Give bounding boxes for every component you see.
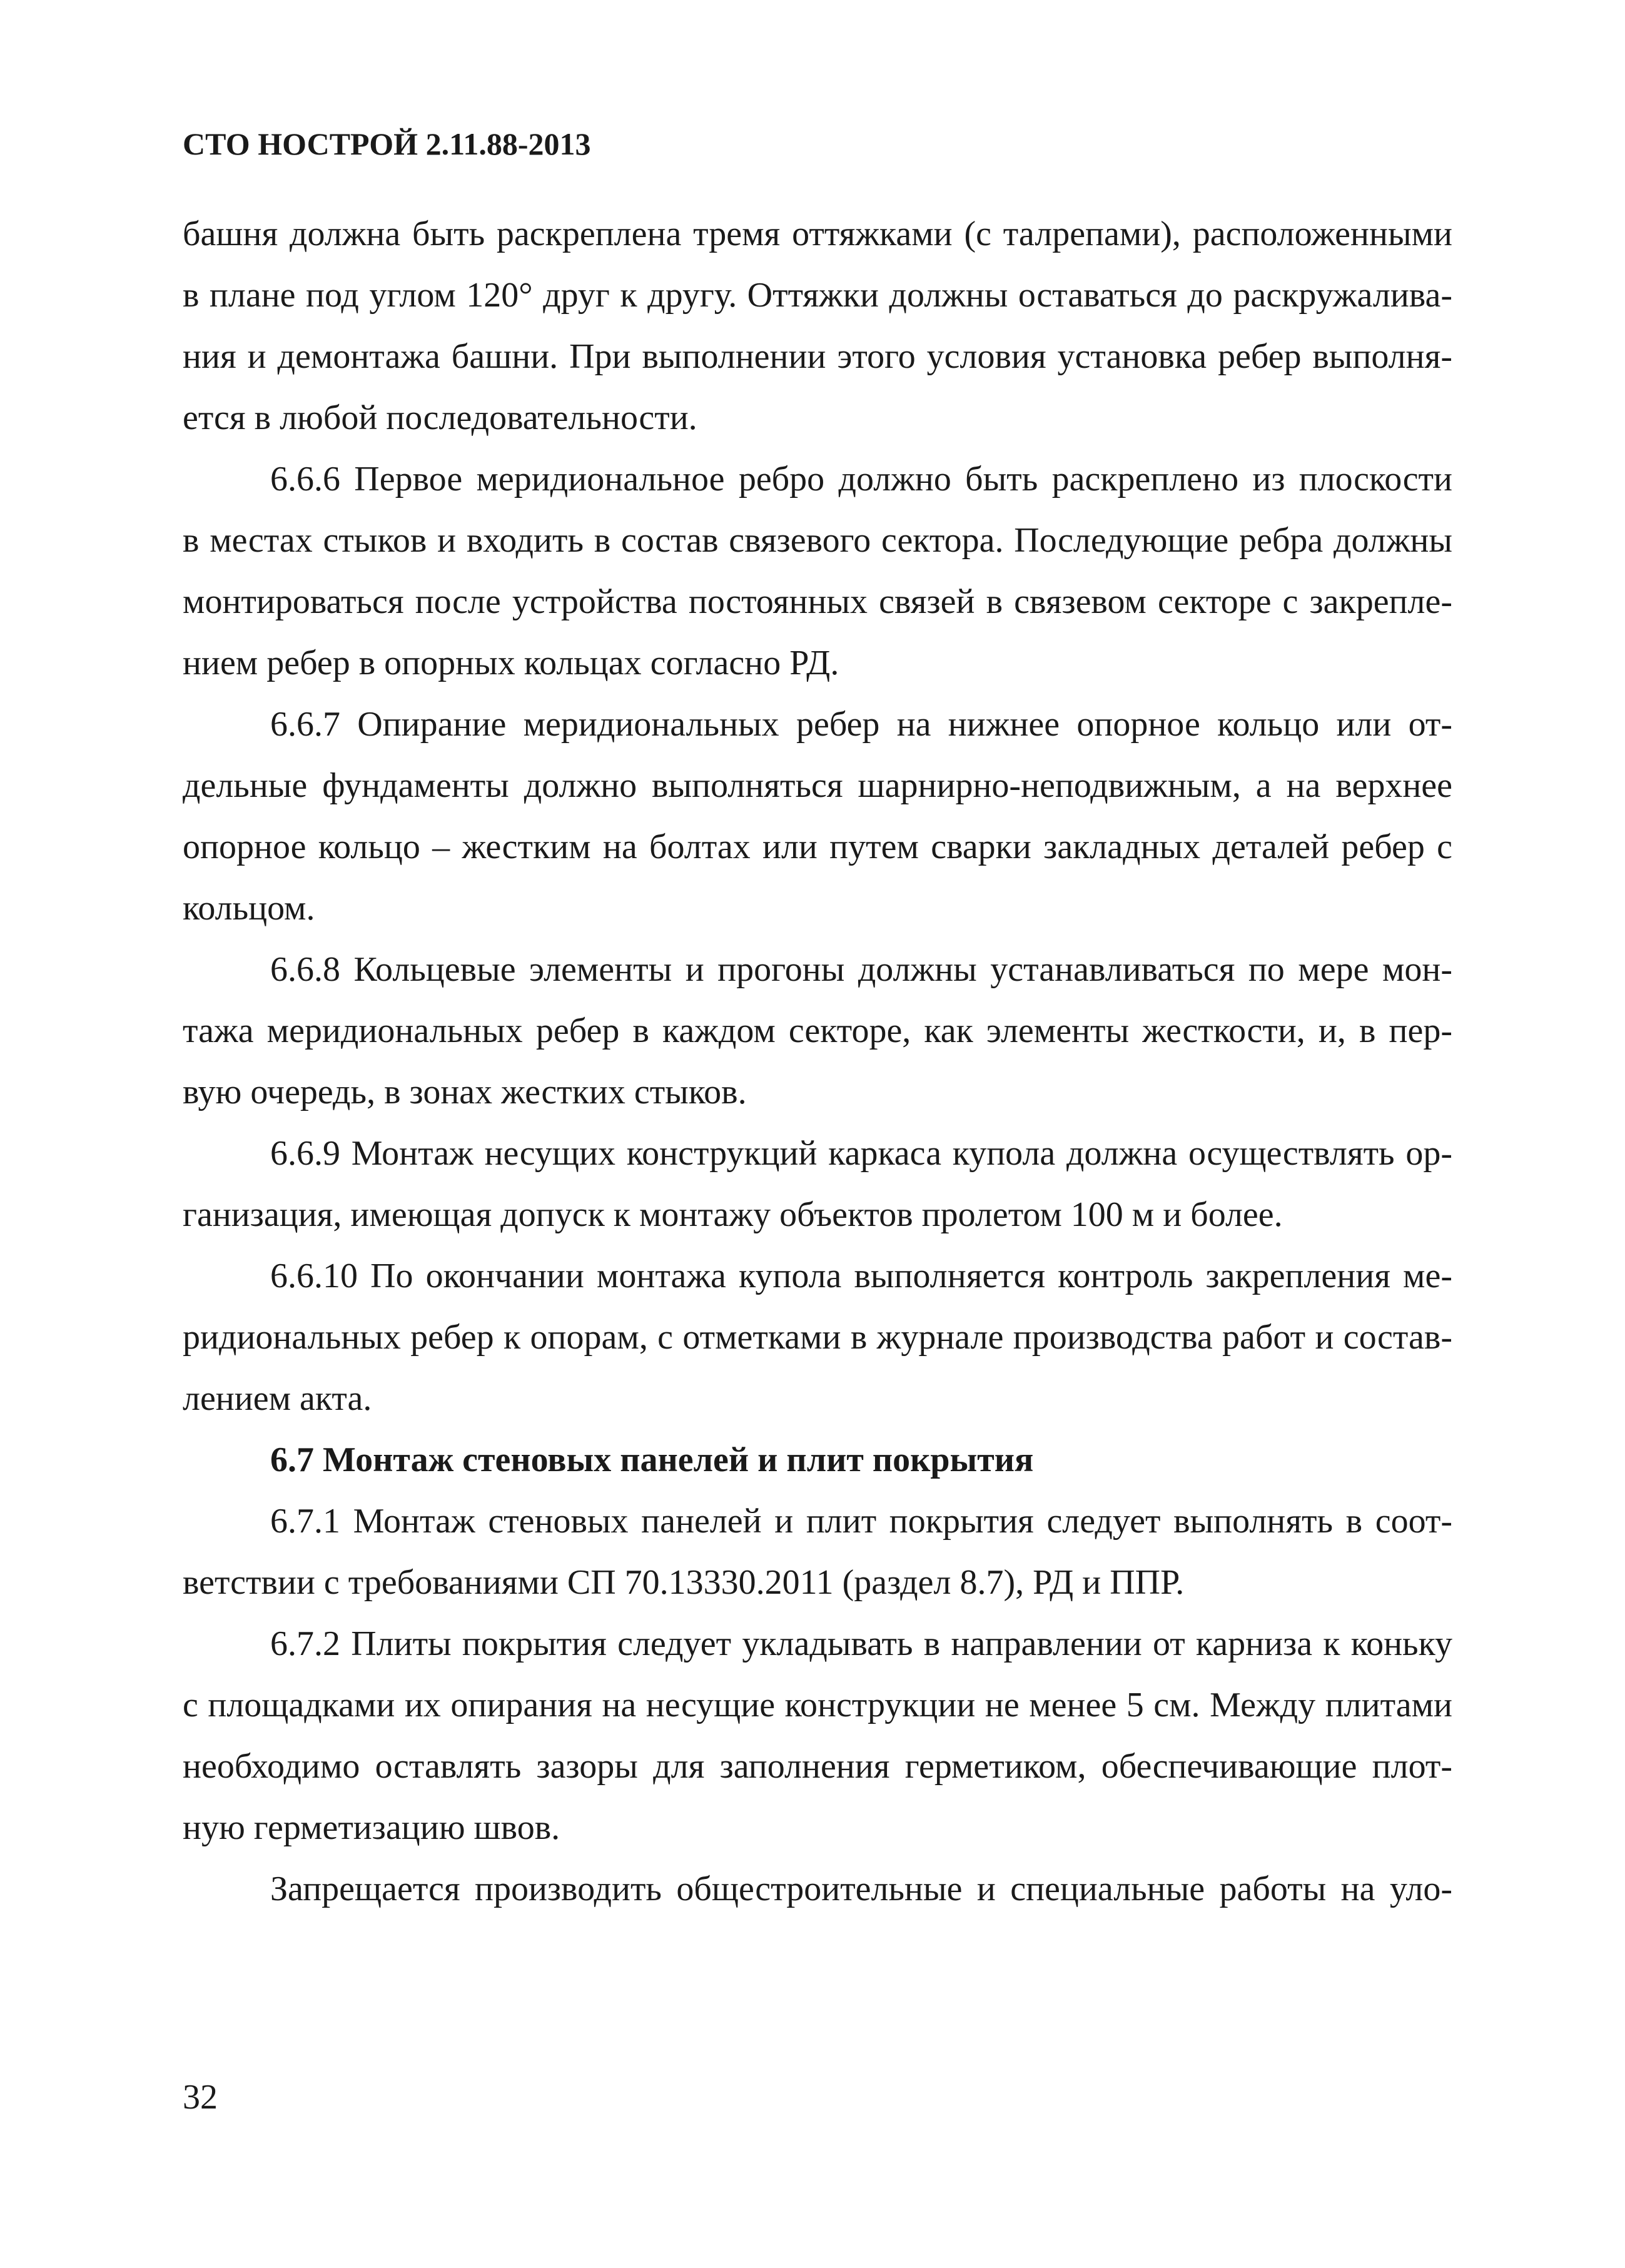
- paragraph-start-line: 6.6.6 Первое меридиональное ребро должно быть раскреплено из плоскости: [270, 460, 1452, 499]
- text-line: дельные фундаменты должно выполняться шарнирно-неподвижным, а на верхнее: [183, 766, 1452, 805]
- document-header: СТО НОСТРОЙ 2.11.88-2013: [183, 126, 591, 161]
- paragraph-start-line: Запрещается производить общестроительные и специальные работы на уло-: [270, 1870, 1452, 1908]
- text-line: необходимо оставлять зазоры для заполнения герметиком, обеспечивающие плот-: [183, 1747, 1452, 1786]
- text-line: ния и демонтажа башни. При выполнении этого условия установка ребер выполня-: [183, 337, 1452, 376]
- text-line: с площадками их опирания на несущие конструкции не менее 5 см. Между плитами: [183, 1686, 1452, 1724]
- section-heading: 6.7 Монтаж стеновых панелей и плит покрытия: [270, 1440, 1034, 1479]
- text-line: ганизация, имеющая допуск к монтажу объектов пролетом 100 м и более.: [183, 1195, 1283, 1234]
- page-number: 32: [183, 2078, 218, 2117]
- text-line: ную герметизацию швов.: [183, 1808, 560, 1847]
- text-line: опорное кольцо – жестким на болтах или путем сварки закладных деталей ребер с: [183, 828, 1452, 866]
- text-line: в плане под углом 120° друг к другу. Оттяжки должны оставаться до раскружалива-: [183, 276, 1452, 315]
- text-line: ридиональных ребер к опорам, с отметками в журнале производства работ и состав-: [183, 1318, 1452, 1357]
- text-line: ется в любой последовательности.: [183, 398, 697, 437]
- text-line: монтироваться после устройства постоянных связей в связевом секторе с закрепле-: [183, 582, 1452, 621]
- text-line: лением акта.: [183, 1379, 372, 1418]
- text-line: вую очередь, в зонах жестких стыков.: [183, 1073, 747, 1111]
- paragraph-start-line: 6.7.1 Монтаж стеновых панелей и плит покрытия следует выполнять в соот-: [270, 1502, 1452, 1541]
- body-text: [183, 203, 1452, 1920]
- text-line: тажа меридиональных ребер в каждом секторе, как элементы жесткости, и, в пер-: [183, 1011, 1452, 1050]
- paragraph-start-line: 6.7.2 Плиты покрытия следует укладывать в направлении от карниза к коньку: [270, 1624, 1452, 1663]
- paragraph-start-line: 6.6.7 Опирание меридиональных ребер на нижнее опорное кольцо или от-: [270, 705, 1452, 744]
- text-line: нием ребер в опорных кольцах согласно РД.: [183, 644, 839, 682]
- paragraph-start-line: 6.6.9 Монтаж несущих конструкций каркаса купола должна осуществлять ор-: [270, 1134, 1452, 1173]
- text-line: башня должна быть раскреплена тремя оттяжками (с талрепами), расположенными: [183, 215, 1452, 253]
- text-line: в местах стыков и входить в состав связевого сектора. Последующие ребра должны: [183, 521, 1452, 560]
- paragraph-start-line: 6.6.8 Кольцевые элементы и прогоны должны устанавливаться по мере мон-: [270, 950, 1452, 989]
- text-line: кольцом.: [183, 889, 315, 928]
- paragraph-start-line: 6.6.10 По окончании монтажа купола выполняется контроль закрепления ме-: [270, 1257, 1452, 1295]
- text-line: ветствии с требованиями СП 70.13330.2011 (раздел 8.7), РД и ППР.: [183, 1563, 1185, 1602]
